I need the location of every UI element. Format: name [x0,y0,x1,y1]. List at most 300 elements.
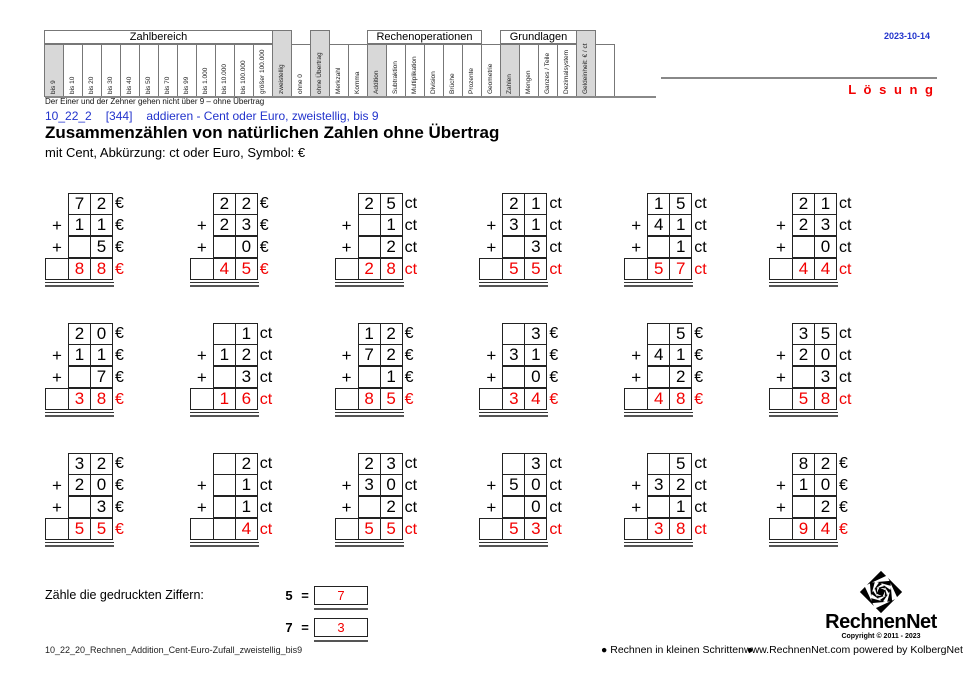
unit-label: ct [259,369,273,386]
digit-cell: 3 [524,236,547,258]
result-digit-cell: 4 [524,388,547,410]
result-digit-cell: 5 [380,388,403,410]
unit-label: € [694,347,704,364]
result-digit-cell: 4 [213,258,236,280]
result-double-rule [45,412,114,417]
reference-code: [344] [105,109,133,123]
digit-cell [792,496,815,518]
header-column-label: bis 50 [145,76,153,94]
addition-problem [624,323,722,417]
header-column-label: bis 1.000 [202,67,210,94]
rechnennet-logo [823,570,939,640]
addend-row [479,497,577,519]
result-lead-cell [624,258,648,280]
result-digit-cell: 7 [669,258,692,280]
header-column [63,44,83,97]
result-digit-cell: 4 [647,388,670,410]
unit-label: ct [694,455,707,472]
unit-label: € [838,455,848,472]
digit-cell: 1 [235,496,258,518]
logo-copyright: Copyright © 2011 - 2023 [841,633,921,640]
plus-column-spacer [479,193,503,215]
equals-sign: = [301,620,309,635]
plus-column-spacer [335,323,359,345]
unit-label: € [694,391,704,408]
addend-row [624,345,722,367]
footer-filename: 10_22_20_Rechnen_Addition_Cent-Euro-Zufall_zweistellig_bis9 [45,645,303,655]
header-column [443,44,463,97]
digit-count-rows [282,586,368,642]
header-group-columns [273,30,368,97]
digit-cell: 1 [669,496,692,518]
addend-row [45,497,143,519]
header-column [196,44,216,97]
plus-sign: + [776,346,786,365]
header-column [44,44,64,97]
unit-label: ct [549,499,562,516]
result-row [624,389,722,411]
header-column-label: Komma [354,71,362,94]
header-column-label: Zahlen [506,74,514,94]
digit-cell: 5 [380,193,403,215]
addend-row [479,345,577,367]
header-column [234,44,254,97]
addend-row [769,367,867,389]
digit-cell [68,496,91,518]
unit-label: € [259,217,269,234]
result-digit-cell: 5 [68,518,91,540]
header-column [310,30,330,97]
plus-column-spacer [190,453,214,475]
unit-label: € [838,477,848,494]
digit-cell: 0 [814,236,837,258]
header-column-label: bis 9 [50,80,58,94]
answer-double-rule [314,638,368,642]
addend-row [624,323,722,345]
plus-sign: + [196,346,207,365]
digit-cell: 2 [235,453,258,475]
unit-label: € [549,369,559,386]
result-lead-cell [335,518,359,540]
digit-cell: 1 [647,193,670,215]
addend-row [624,475,722,497]
header-group [368,30,482,97]
result-row [479,519,577,541]
digit-cell: 1 [669,214,692,236]
result-lead-cell [769,388,793,410]
unit-label: € [115,347,124,364]
digit-cell: 1 [669,344,692,366]
header-group-label: Grundlagen [500,30,577,44]
addend-row [190,367,288,389]
unit-label: ct [838,325,852,342]
header-column-label: bis 40 [126,76,134,94]
digit-cell: 2 [235,193,258,215]
plus-sign: + [52,498,62,517]
header-group-columns [482,30,501,97]
logo-text: RechnenNet [825,611,937,633]
plus-column-spacer [624,453,648,475]
result-digit-cell: 8 [90,258,113,280]
plus-sign: + [631,216,642,235]
result-row [190,519,288,541]
addition-problem [190,323,288,417]
addend-row [45,367,143,389]
unit-label: € [115,217,124,234]
footer-website: www.RechnenNet.com powered by KolbergNet [744,644,963,656]
digit-cell: 5 [669,193,692,215]
result-double-rule [190,542,259,547]
addend-row [45,453,143,475]
digit-cell: 1 [380,366,403,388]
unit-label: ct [694,217,707,234]
plus-sign: + [341,216,352,235]
unit-label: € [404,347,414,364]
unit-label: € [838,521,848,538]
divider-line [661,77,937,79]
result-lead-cell [769,258,793,280]
header-table [45,30,615,97]
header-column-label: bis 10.000 [221,64,229,94]
addend-row [335,345,433,367]
digit-cell [213,474,236,496]
header-column [272,30,292,97]
addition-problem [624,193,722,287]
header-column-label: Mengen [525,70,533,94]
header-group [273,30,368,97]
reference-id: 10_22_2 [45,109,92,123]
unit-label: ct [838,217,852,234]
unit-label: € [115,261,124,278]
header-column [177,44,197,97]
unit-label: € [259,261,269,278]
digit-cell: 0 [524,366,547,388]
addition-problem [190,193,288,287]
result-row [190,389,288,411]
unit-label: ct [259,325,273,342]
plus-sign: + [341,346,352,365]
addend-row [190,215,288,237]
header-column [329,44,349,97]
result-double-rule [769,542,838,547]
addend-row [45,345,143,367]
header-group-columns [501,44,577,97]
addition-problem [479,453,577,547]
problems-grid [45,193,867,547]
plus-column-spacer [624,323,648,345]
unit-label: ct [549,477,562,494]
plus-sign: + [631,368,642,387]
result-digit-cell: 3 [502,388,525,410]
digit-cell: 3 [90,496,113,518]
header-group [577,30,615,97]
unit-label: € [549,347,559,364]
result-row [769,519,867,541]
digit-cell: 0 [524,496,547,518]
digit-cell: 3 [814,214,837,236]
unit-label: ct [259,455,273,472]
result-lead-cell [190,518,214,540]
digit-cell: 5 [502,474,525,496]
result-digit-cell: 4 [814,518,837,540]
digit-cell: 2 [814,453,837,475]
digit-cell [502,323,525,345]
header-column [82,44,102,97]
addend-row [479,215,577,237]
header-column-label: ohne 0 [297,74,305,94]
unit-label: ct [404,521,418,538]
addend-row [479,323,577,345]
digit-cell: 3 [235,214,258,236]
addition-problem [45,193,143,287]
addition-problem [45,323,143,417]
digit-cell: 1 [235,323,258,345]
addend-row [45,193,143,215]
digit-cell: 3 [792,323,815,345]
unit-label: ct [838,369,852,386]
digit-cell: 2 [380,496,403,518]
digit-cell: 2 [358,453,381,475]
digit-cell [68,236,91,258]
digit-cell: 3 [68,453,91,475]
unit-label: ct [694,195,707,212]
addend-row [624,453,722,475]
header-column-label: Ganzes / Teile [544,52,552,94]
digit-cell: 1 [68,214,91,236]
result-digit-cell: 8 [68,258,91,280]
result-double-rule [190,412,259,417]
header-column [405,44,425,97]
addition-problem [335,453,433,547]
unit-label: € [115,477,124,494]
result-double-rule [769,282,838,287]
unit-label: ct [549,455,562,472]
result-row [335,519,433,541]
digit-cell: 1 [68,344,91,366]
digit-cell: 2 [68,323,91,345]
header-group-columns [368,44,482,97]
digit-count-label: Zähle die gedruckten Ziffern: [45,588,204,602]
unit-label: ct [404,499,418,516]
digit-cell: 3 [502,214,525,236]
header-column-label: Brüche [449,73,457,94]
result-lead-cell [624,388,648,410]
addition-problem [479,323,577,417]
addend-row [190,237,288,259]
rechnennet-logo-icon [823,570,939,614]
digit-cell: 2 [213,214,236,236]
result-row [624,259,722,281]
unit-label: ct [404,217,418,234]
result-double-rule [190,282,259,287]
digit-cell: 2 [792,214,815,236]
addend-row [335,453,433,475]
plus-sign: + [196,498,207,517]
result-digit-cell: 4 [792,258,815,280]
unit-label: ct [259,347,273,364]
addend-row [335,237,433,259]
digit-cell: 3 [647,474,670,496]
digit-cell [213,236,236,258]
header-column-label: bis 20 [88,76,96,94]
digit-cell [647,453,670,475]
digit-cell [647,496,670,518]
addition-problem [769,193,867,287]
addend-row [335,367,433,389]
digit-cell [358,496,381,518]
header-column [291,44,311,97]
plus-sign: + [52,238,62,257]
unit-label: € [115,195,124,212]
digit-cell: 0 [814,474,837,496]
unit-label: ct [694,521,707,538]
digit-cell: 1 [90,344,113,366]
addend-row [624,367,722,389]
addend-row [45,475,143,497]
plus-sign: + [631,346,642,365]
result-digit-cell: 8 [814,388,837,410]
header-group [482,30,501,97]
unit-label: € [549,325,559,342]
digit-cell: 1 [90,214,113,236]
unit-label: € [115,369,124,386]
header-column-label: bis 10 [69,76,77,94]
plus-sign: + [341,238,352,257]
result-lead-cell [45,258,69,280]
result-lead-cell [769,518,793,540]
plus-column-spacer [479,453,503,475]
digit-cell: 2 [669,366,692,388]
header-group-columns [45,44,273,97]
digit-cell: 2 [502,193,525,215]
plus-sign: + [341,498,352,517]
result-double-rule [479,542,548,547]
result-row [45,389,143,411]
plus-column-spacer [769,453,793,475]
result-row [479,389,577,411]
addition-problem [769,453,867,547]
header-column [158,44,178,97]
digit-cell: 3 [380,453,403,475]
digit-cell [792,236,815,258]
header-group-columns [577,30,615,97]
unit-label: ct [259,477,273,494]
result-lead-cell [479,518,503,540]
header-column-label: Addition [373,70,381,94]
digit-count-answer [314,618,368,642]
unit-label: ct [694,261,707,278]
digit-count-answer [314,586,368,610]
result-row [190,259,288,281]
digit-cell [213,453,236,475]
reference-line [45,109,393,123]
digit-cell: 3 [502,344,525,366]
result-double-rule [335,282,404,287]
plus-column-spacer [45,323,69,345]
header-group [501,30,577,97]
header-column [557,44,577,97]
header-column [348,44,368,97]
result-double-rule [624,282,693,287]
addition-problem [335,323,433,417]
result-digit-cell: 6 [235,388,258,410]
result-double-rule [45,282,114,287]
plus-sign: + [52,476,62,495]
result-double-rule [769,412,838,417]
header-column [139,44,159,97]
digit-cell: 1 [524,193,547,215]
digit-cell: 2 [213,193,236,215]
digit-cell: 1 [669,236,692,258]
unit-label: ct [404,239,418,256]
digit-cell [213,323,236,345]
header-column [253,44,273,97]
unit-label: ct [549,217,562,234]
footer-slogan: ● Rechnen in kleinen Schritten ● [601,644,754,656]
plus-sign: + [776,238,786,257]
digit-cell: 0 [90,474,113,496]
plus-sign: + [196,216,207,235]
plus-sign: + [486,216,497,235]
header-column-label: zweistellig [278,64,286,94]
unit-label: € [115,521,124,538]
header-column [500,44,520,97]
digit-count-answer-box: 3 [314,618,368,637]
digit-cell [68,366,91,388]
result-digit-cell: 3 [524,518,547,540]
unit-label: ct [549,521,562,538]
result-digit-cell: 5 [358,518,381,540]
result-lead-cell [190,258,214,280]
digit-cell: 3 [358,474,381,496]
addend-row [624,215,722,237]
result-lead-cell [45,518,69,540]
unit-label: ct [259,499,273,516]
addend-row [624,497,722,519]
header-column-label: Dezimalsystem [563,49,571,94]
addend-row [769,345,867,367]
addition-problem [769,323,867,417]
header-column [215,44,235,97]
digit-cell: 2 [90,453,113,475]
result-double-rule [335,412,404,417]
addend-row [335,497,433,519]
digit-cell: 0 [814,344,837,366]
addend-row [45,323,143,345]
digit-count-digit: 7 [285,620,293,635]
digit-cell [647,323,670,345]
plus-column-spacer [624,193,648,215]
addition-problem [335,193,433,287]
digit-cell [502,366,525,388]
plus-sign: + [776,216,786,235]
unit-label: € [115,239,124,256]
addend-row [479,237,577,259]
digit-cell: 2 [792,193,815,215]
result-digit-cell: 3 [647,518,670,540]
header-column [538,44,558,97]
result-digit-cell: 5 [90,518,113,540]
plus-sign: + [631,498,642,517]
result-double-rule [479,282,548,287]
result-double-rule [479,412,548,417]
plus-column-spacer [190,323,214,345]
addend-row [335,193,433,215]
addend-row [769,323,867,345]
plus-sign: + [776,368,786,387]
digit-cell: 7 [68,193,91,215]
unit-label: ct [549,195,562,212]
